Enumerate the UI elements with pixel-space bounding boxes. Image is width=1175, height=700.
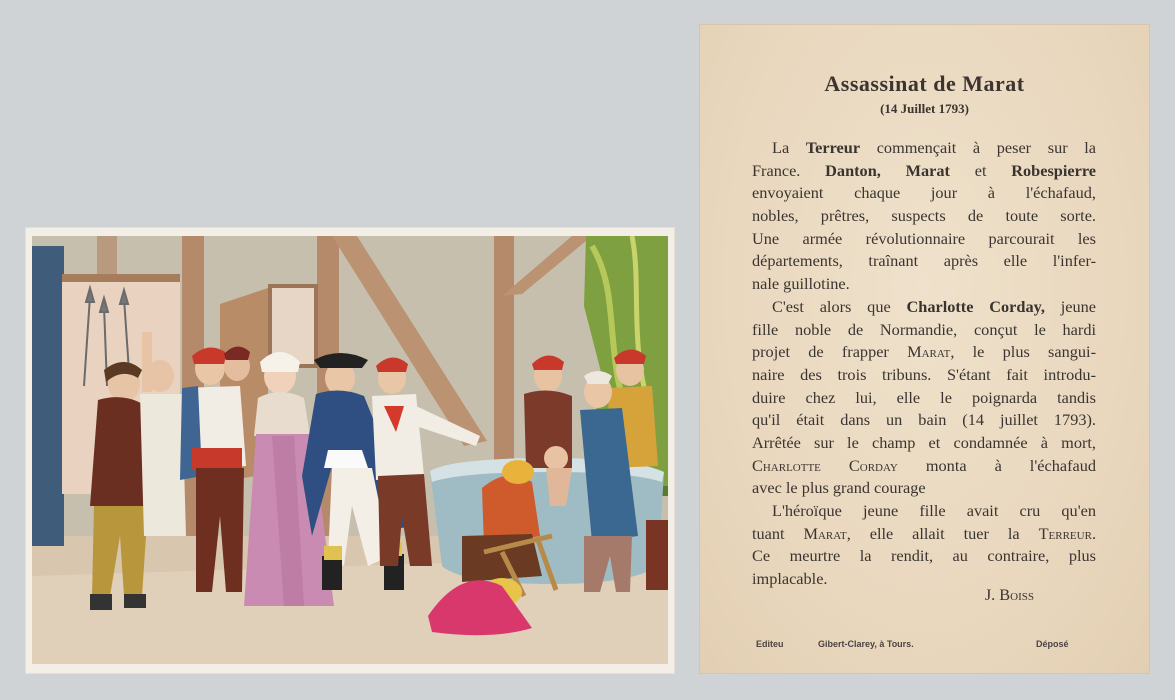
text-line: tuant Marat, elle allait tuer la Terreur. xyxy=(752,523,1097,543)
text-line: départements, traînant après elle l'infer- xyxy=(752,251,1096,271)
card-title: Assassinat de Marat xyxy=(824,71,1025,96)
text-line: La Terreur commençait à peser sur la xyxy=(772,138,1097,157)
text-line: qu'il était dans un bain (14 juillet 1793). xyxy=(752,410,1096,430)
text-line: L'héroïque jeune fille avait cru qu'en xyxy=(772,501,1096,520)
card-date: (14 Juillet 1793) xyxy=(880,101,969,116)
text-line: Une armée révolutionnaire parcourait les xyxy=(752,228,1096,248)
text-line: nale guillotine. xyxy=(752,274,850,294)
text-line: avec le plus grand courage xyxy=(752,478,926,498)
text-line: fille noble de Normandie, conçut le hardi xyxy=(752,319,1096,339)
marat-scene-illustration xyxy=(32,236,668,664)
text-line: naire des trois tribuns. S'étant fait introdu- xyxy=(752,364,1096,384)
text-line: Arrêtée sur le champ et condamnée à mort, xyxy=(752,432,1096,452)
text-line: nobles, prêtres, suspects de toute sorte. xyxy=(752,206,1096,226)
text-line: Ce meurtre la rendit, au contraire, plus xyxy=(752,546,1096,566)
text-line: envoyaient chaque jour à l'échafaud, xyxy=(752,183,1096,203)
illustration-card xyxy=(26,228,674,673)
text-line: implacable. xyxy=(752,569,828,589)
publisher-label: Editeu xyxy=(756,639,784,649)
text-line: C'est alors que Charlotte Corday, jeune xyxy=(772,296,1097,316)
depose-label: Déposé xyxy=(1036,639,1069,649)
author-signature: J. Boiss xyxy=(984,585,1034,604)
text-card xyxy=(700,25,1149,673)
text-line: France. Danton, Marat et Robespierre xyxy=(752,160,1096,180)
text-line: duire chez lui, elle le poignarda tandis xyxy=(752,387,1096,407)
card-body xyxy=(752,137,1096,591)
text-line: projet de frapper Marat, le plus sangui- xyxy=(752,342,1096,362)
text-line: Charlotte Corday monta à l'échafaud xyxy=(752,455,1097,475)
publisher-name: Gibert-Clarey, à Tours. xyxy=(818,639,914,649)
